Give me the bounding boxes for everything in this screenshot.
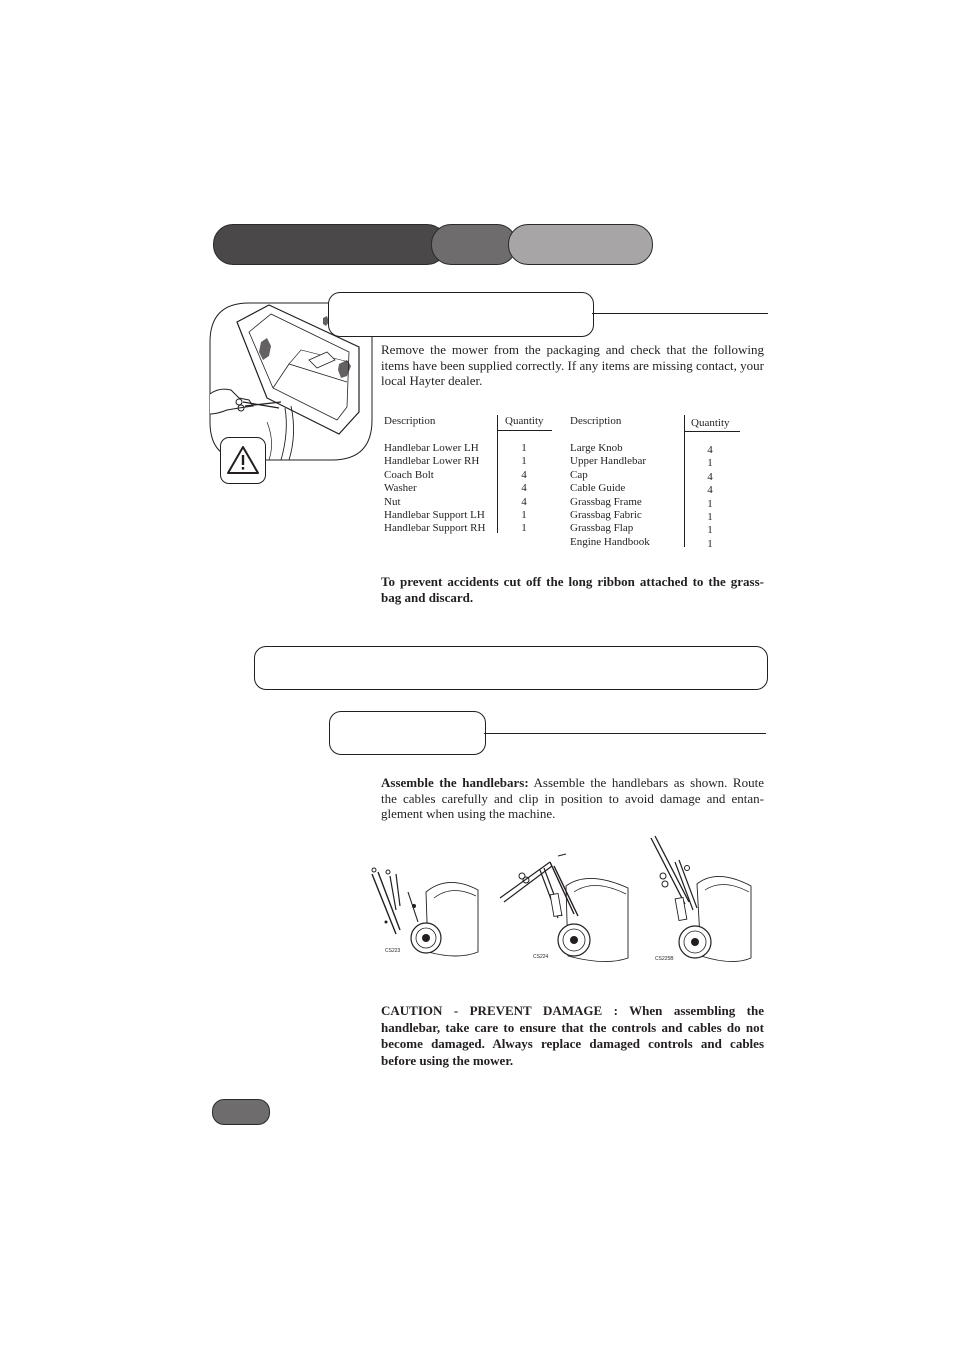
- parts-table-right: [570, 415, 742, 549]
- table-row: Grassbag Fabric: [570, 509, 642, 522]
- table-row: Nut: [384, 495, 401, 508]
- table-row: Handlebar Support LH: [384, 509, 485, 522]
- page-number-tab: [212, 1099, 270, 1125]
- table-row: Engine Handbook: [570, 535, 650, 548]
- table-cell-quantity: 4: [707, 444, 713, 456]
- table-divider: [497, 415, 498, 533]
- table-row: Large Knob: [570, 442, 623, 454]
- table-cell-quantity: 4: [707, 484, 713, 497]
- table-cell-quantity: 4: [521, 468, 527, 481]
- table-row: Cable Guide: [570, 482, 626, 495]
- unpacking-intro: Remove the mower from the packaging and check that the following items have been supplied correctly. If any items are missing contact, your local Hayter dealer.: [381, 342, 764, 388]
- table-row: Washer: [384, 482, 417, 495]
- handlebar-figure-2: [496, 850, 630, 966]
- assembly-lead: Assemble the handlebars:: [381, 775, 529, 790]
- column-header-description: Description: [570, 415, 622, 427]
- figure-label: CS224: [533, 954, 549, 960]
- table-row: Upper Handlebar: [570, 455, 647, 468]
- heading-rule: [484, 733, 766, 734]
- table-row: Handlebar Lower LH: [384, 442, 479, 454]
- header-tab-secondary: [431, 224, 517, 265]
- table-row: Coach Bolt: [384, 468, 434, 481]
- table-rule: [497, 430, 552, 431]
- assembly-text: [381, 775, 764, 822]
- handlebar-figure-3: [645, 834, 753, 968]
- unpacking-heading-box: [328, 292, 594, 337]
- table-row: Cap: [570, 468, 588, 481]
- figure-label: CS225B: [655, 956, 674, 962]
- column-header-description: Description: [384, 415, 436, 427]
- table-cell-quantity: 1: [521, 455, 527, 468]
- table-row: Grassbag Frame: [570, 495, 642, 508]
- table-cell-quantity: 1: [707, 497, 713, 510]
- table-cell-quantity: 1: [707, 524, 713, 537]
- column-header-quantity: Quantity: [505, 415, 544, 427]
- assembly-section-banner: [254, 646, 768, 690]
- table-row: Grassbag Flap: [570, 522, 634, 535]
- parts-table-left: [384, 415, 554, 535]
- table-cell-quantity: 4: [521, 482, 527, 495]
- table-row: Handlebar Support RH: [384, 522, 486, 535]
- table-cell-quantity: 1: [521, 509, 527, 522]
- figure-label: CS223: [385, 948, 401, 954]
- table-divider: [684, 415, 685, 547]
- header-tab-primary: [213, 224, 447, 265]
- table-row: Handlebar Lower RH: [384, 455, 480, 468]
- ribbon-warning: To prevent accidents cut off the long ribbon attached to the grass-bag and discard.: [381, 574, 764, 605]
- table-cell-quantity: 1: [707, 537, 713, 550]
- caution-text: CAUTION - PREVENT DAMAGE : When assembling the handlebar, take care to ensure that the controls and cables do not become damaged. Always replace damaged controls and cables before using the mower.: [381, 1003, 764, 1068]
- table-rule: [684, 431, 740, 432]
- table-cell-quantity: 1: [707, 457, 713, 470]
- table-cell-quantity: 1: [521, 522, 527, 535]
- assembly-body: Assemble the handlebars as shown. Route the cables carefully and clip in position to avoid damage and entan-glement when using the machine.: [381, 775, 764, 821]
- heading-rule: [592, 313, 768, 314]
- warning-triangle-icon: [220, 437, 266, 484]
- table-cell-quantity: 4: [707, 470, 713, 483]
- table-cell-quantity: 1: [707, 511, 713, 524]
- header-tab-tertiary: [508, 224, 653, 265]
- handlebar-figure-1: [368, 862, 482, 962]
- table-cell-quantity: 4: [521, 495, 527, 508]
- table-cell-quantity: 1: [521, 442, 527, 454]
- handlebar-heading-box: [329, 711, 486, 755]
- column-header-quantity: Quantity: [691, 417, 730, 429]
